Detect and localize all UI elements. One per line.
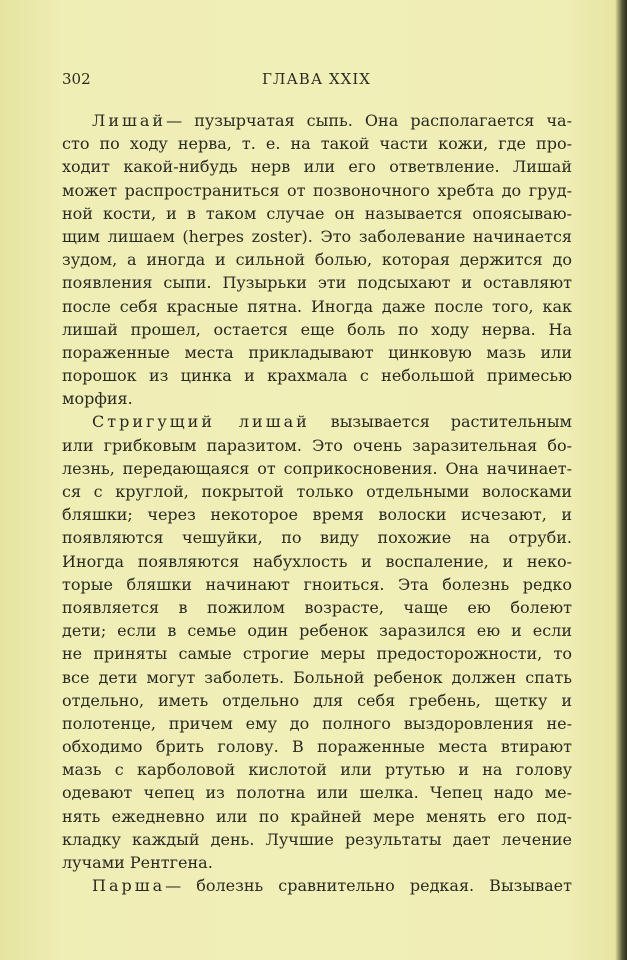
page-header xyxy=(62,70,572,94)
text-line: ходит какой-нибудь нерв или его ответвление. Лишай xyxy=(62,157,572,177)
text-line: появляются чешуйки, по виду похожие на отруби. xyxy=(62,528,572,548)
text-line: Стригущий лишай вызывается растительным xyxy=(92,412,572,432)
text-line: бляшки; через некоторое время волоски исчезают, и xyxy=(62,505,572,525)
text-line: мазь с карболовой кислотой или ртутью и на голову xyxy=(62,760,572,780)
text-line: сто по ходу нерва, т. е. на такой части кожи, где про- xyxy=(62,134,572,154)
term-strigushchii-lishai: Стригущий лишай xyxy=(92,412,310,432)
chapter-title: ГЛАВА XXIX xyxy=(262,70,371,88)
text-line: щим лишаем (herpes zoster). Это заболевание начинается xyxy=(62,226,572,246)
text-line: Парша— болезнь сравнительно редкая. Вызывает xyxy=(92,876,572,896)
text-line: появления сыпи. Пузырьки эти подсыхают и оставляют xyxy=(62,273,572,293)
text-line: порошок из цинка и крахмала с небольшой примесью xyxy=(62,366,572,386)
text-line: морфия. xyxy=(62,389,133,409)
page-number: 302 xyxy=(62,70,91,88)
text-line: не приняты самые строгие меры предосторожности, то xyxy=(62,644,572,664)
text-line: нять ежедневно или по крайней мере менять его под- xyxy=(62,806,572,826)
text-line: зудом, а иногда и сильной болью, которая держится до xyxy=(62,250,572,270)
text-line: ся с круглой, покрытой только отдельными волосками xyxy=(62,482,572,501)
body-text xyxy=(62,109,572,897)
text-line: после себя красные пятна. Иногда даже после того, как xyxy=(62,296,572,316)
text-line: Лишай— пузырчатая сыпь. Она располагается ча- xyxy=(92,111,572,130)
text-line: дети; если в семье один ребенок заразился ею и если xyxy=(62,621,572,641)
text-line: торые бляшки начинают гноиться. Эта болезнь редко xyxy=(62,574,572,594)
text-line: обходимо брить голову. В пораженные места втирают xyxy=(62,737,572,757)
text-line: кладку каждый день. Лучшие результаты дает лечение xyxy=(62,829,572,849)
term-lishai: Лишай xyxy=(92,111,167,130)
text-line: лезнь, передающаяся от соприкосновения. Она начинает- xyxy=(62,458,572,478)
text-line: ной кости, и в таком случае он называется опоясываю- xyxy=(62,203,572,223)
text-line: пораженные места прикладывают цинковую мазь или xyxy=(62,342,572,362)
text-line: полотенце, причем ему до полного выздоровления не- xyxy=(62,713,572,733)
text-line: лучами Рентгена. xyxy=(62,853,213,872)
text-line: отдельно, иметь отдельно для себя гребень, щетку и xyxy=(62,690,572,710)
page-edge-shadow xyxy=(615,0,627,960)
text-line: может распространиться от позвоночного хребта до груд- xyxy=(62,180,572,200)
text-line: появляется в пожилом возрасте, чаще ею болеют xyxy=(62,597,572,617)
text-line: все дети могут заболеть. Больной ребенок должен спать xyxy=(62,667,572,687)
text-line: или грибковым паразитом. Это очень заразительная бо- xyxy=(62,435,572,455)
text-line: Иногда появляются набухлость и воспаление, и неко- xyxy=(62,551,572,571)
text-line: лишай прошел, остается еще боль по ходу нерва. На xyxy=(62,319,572,339)
term-parsha: Парша xyxy=(92,876,166,896)
text-line: одевают чепец из полотна или шелка. Чепец надо ме- xyxy=(62,783,572,803)
